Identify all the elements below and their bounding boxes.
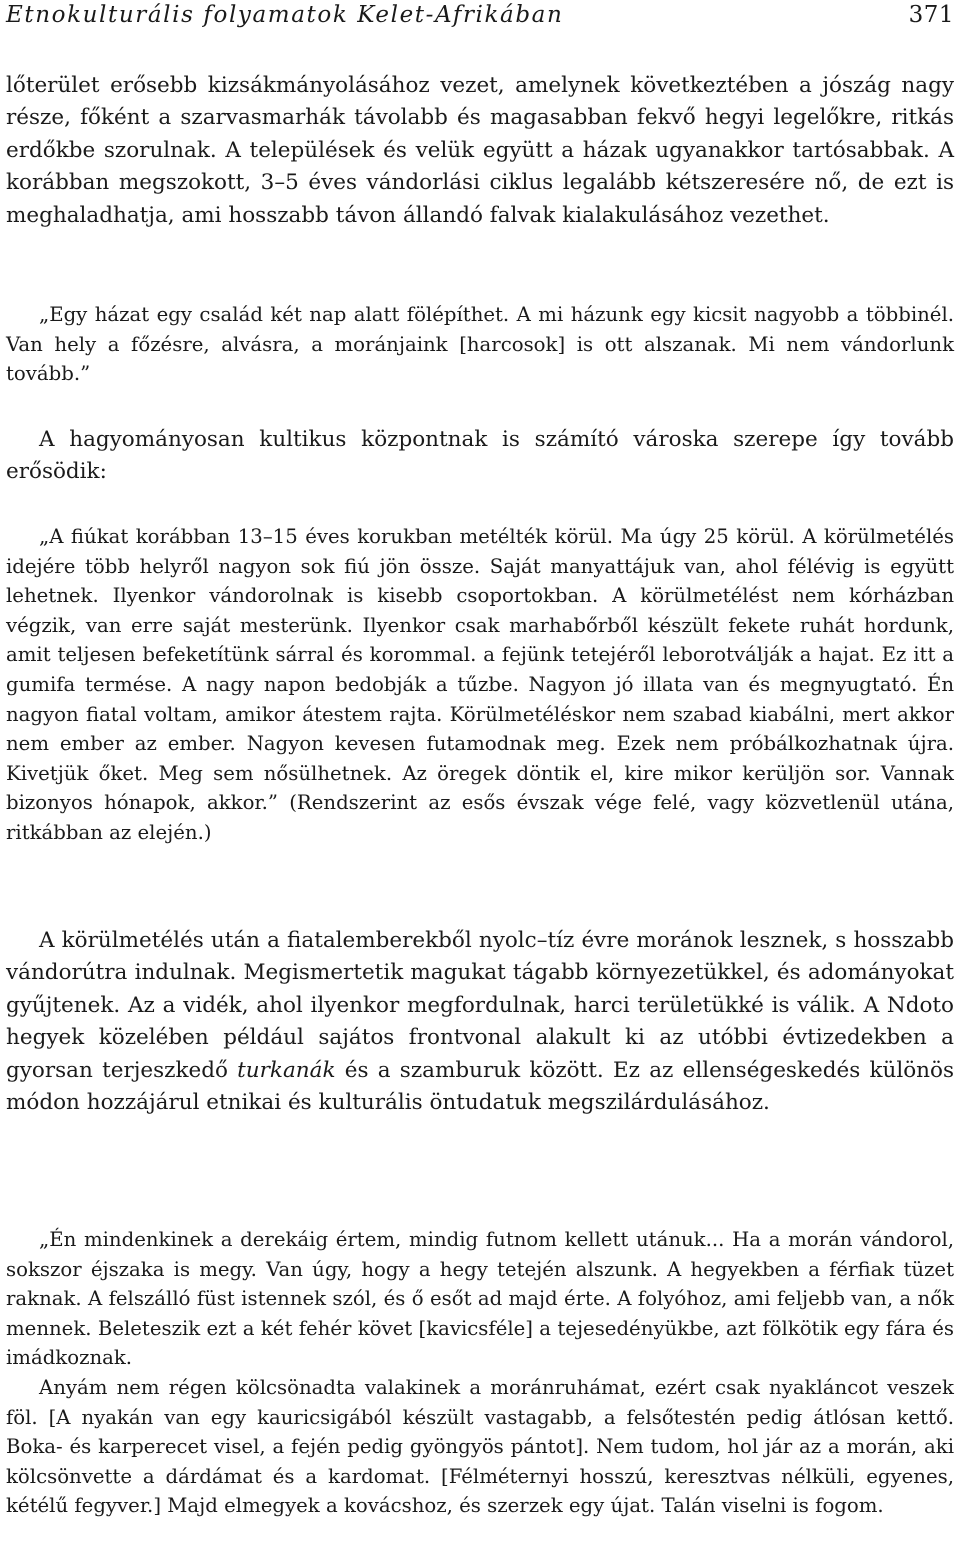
quote-1-block: [6, 300, 954, 389]
running-head: [6, 0, 954, 30]
quote-3: „Én mindenkinek a derekáig értem, mindig futnom kellett utánuk... Ha a morán vándorol, sokszor éjszaka is megy. Van úgy, hogy a hegy tetején alszunk. A hegyekben a férfiak tüzet raknak. A felszálló füst istennek szól, és ő esőt ad majd érte. A folyóhoz, ami feljebb van, a nők mennek. Beleteszik ezt a két fehér követ [kavicsféle] a tejesedényükbe, azt fölkötik egy fára és imádkoznak.: [6, 1228, 954, 1370]
paragraph-3-text-b: és a szamburuk között. Ez az ellenségeskedés különös módon hozzájárul etnikai és kulturális öntudatuk megszilárdulásához.: [6, 1057, 954, 1116]
quote-4: Anyám nem régen kölcsönadta valakinek a moránruhámat, ezért csak nyakláncot veszek föl. [A nyakán van egy kauricsigából készült vastagabb, a felsőtestén pedig átlósan kettő. Boka- és karperecet visel, a fején pedig gyöngyös pántot]. Nem tudom, hol jár az a morán, aki kölcsönvette a dárdámat és a kardomat. [Félméternyi hosszú, keresztvas nélküli, egyenes, kétélű fegyver.] Majd elmegyek a kovácshoz, és szerzek egy újat. Talán viselni is fogom.: [6, 1375, 954, 1518]
paragraph-2: A hagyományosan kultikus központnak is számító városka szerepe így tovább erősödik:: [6, 427, 954, 485]
paragraph-3-italic-term: turkanák: [237, 1057, 336, 1083]
paragraph-3: [6, 925, 954, 1119]
quote-2-block: [6, 522, 954, 848]
page-number: 371: [908, 2, 954, 28]
paragraph-3-text-a: A körülmetélés után a fiatalemberekből nyolc–tíz évre moránok lesznek, s hosszabb vándorútra indulnak. Megismertetik magukat tágabb környezetükkel, és adományokat gyűjtenek. Az a vidék, ahol ilyenkor megfordulnak, harci területükké is válik. A Ndoto hegyek közelében például sajátos frontvonal alakult ki az utóbbi évtizedekben a gyorsan terjeszkedő: [6, 928, 954, 1083]
paragraph-1: lőterület erősebb kizsákmányolásához vezet, amelynek következtében a jószág nagy része, főként a szarvasmarhák távolabb és magasabban fekvő hegyi legelőkre, ritkás erdőkbe szorulnak. A települések és velük együtt a házak ugyanakkor tartósabbak. A korábban megszokott, 3–5 éves vándorlási ciklus legalább kétszeresére nő, de ezt is meghaladhatja, ami hosszabb távon állandó falvak kialakulásához vezethet.: [6, 73, 954, 228]
running-title: Etnokulturális folyamatok Kelet-Afrikában: [6, 2, 564, 28]
quote-3-block: [6, 1225, 954, 1521]
quote-1: „Egy házat egy család két nap alatt fölépíthet. A mi házunk egy kicsit nagyobb a többinél. Van hely a főzésre, alvásra, a moránjaink [harcosok] is ott alszanak. Mi nem vándorlunk tovább.”: [6, 303, 954, 386]
paragraph-2-block: [6, 424, 954, 489]
quote-2: „A fiúkat korábban 13–15 éves korukban metélték körül. Ma úgy 25 körül. A körülmetélés idejére több helyről nagyon sok fiú jön össze. Saját manyattájuk van, ahol félévig is együtt lehetnek. Ilyenkor vándorolnak is kisebb csoportokban. A körülmetélést nem kórházban végzik, van erre saját mesterünk. Ilyenkor csak marhabőrből készült fekete ruhát hordunk, amit teljesen befeketítünk sárral és korommal. a fejünk tetejéről leborotválják a hajat. Ez itt a gumifa termése. A nagy napon bedobják a tűzbe. Nagyon jó illata van és megnyugtató. Én nagyon fiatal voltam, amikor átestem rajta. Körülmetéléskor nem szabad kiabálni, mert akkor nem ember az ember. Nagyon kevesen futamodnak meg. Ezek nem próbálkozhatnak újra. Kivetjük őket. Meg sem nősülhetnek. Az öregek döntik el, kire mikor kerüljön sor. Vannak bizonyos hónapok, akkor.” (Rendszerint az esős évszak vége felé, vagy közvetlenül utána, ritkábban az elején.): [6, 525, 954, 844]
paragraph-3-block: [6, 925, 954, 1119]
paragraph-1-block: [6, 70, 954, 232]
